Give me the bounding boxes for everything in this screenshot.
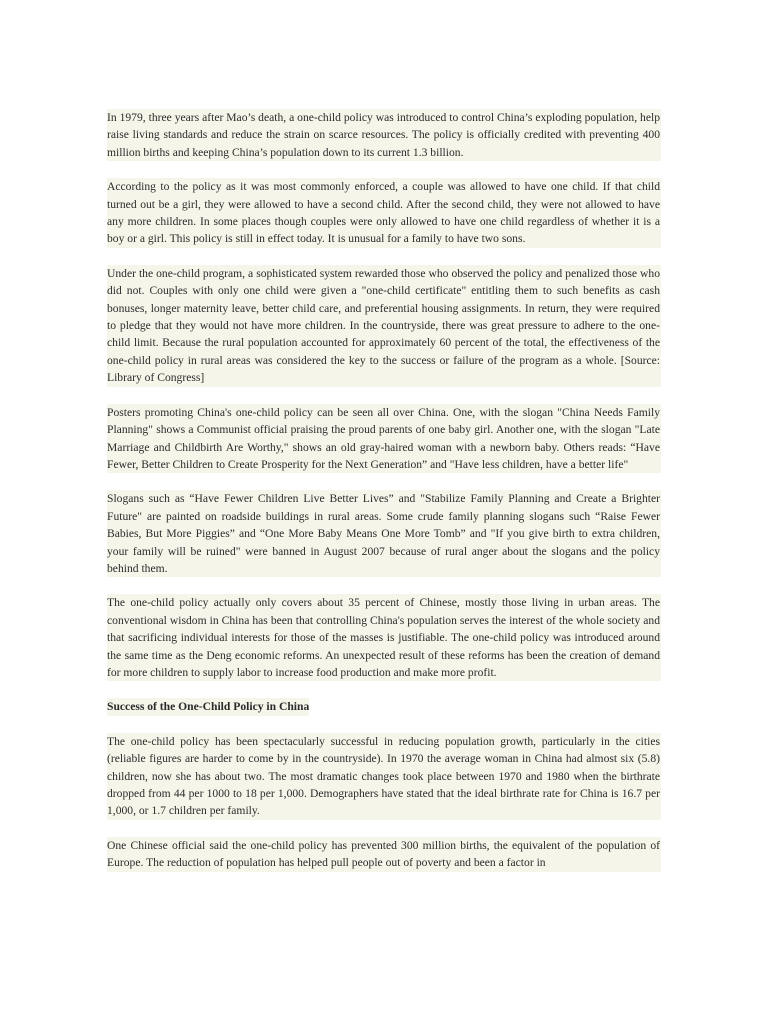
paragraph: Slogans such as “Have Fewer Children Live Better Lives” and "Stabilize Family Planning and Create a Brighter Future" are painted on roadside buildings in rural areas. Some crude family planning slogans such “Raise Fewer Babies, But More Piggies” and “One More Baby Means One More Tomb” and "If you give birth to extra children, your family will be ruined" were banned in August 2007 because of rural anger about the slogans and the policy behind them.: [107, 490, 661, 577]
paragraph: The one-child policy actually only covers about 35 percent of Chinese, mostly those living in urban areas. The conventional wisdom in China has been that controlling China's population serves the interest of the whole society and that sacrificing individual interests for those of the masses is justifiable. The one-child policy was introduced around the same time as the Deng economic reforms. An unexpected result of these reforms has been the creation of demand for more children to supply labor to increase food production and make more profit.: [107, 594, 661, 681]
paragraph: Posters promoting China's one-child policy can be seen all over China. One, with the slogan "China Needs Family Planning" shows a Communist official praising the proud parents of one baby girl. Another one, with the slogan "Late Marriage and Childbirth Are Worthy," shows an old gray-haired woman with a newborn baby. Others reads: “Have Fewer, Better Children to Create Prosperity for the Next Generation” and "Have less children, have a better life": [107, 404, 661, 474]
article-body: [107, 109, 661, 872]
section-heading: Success of the One-Child Policy in China: [107, 698, 309, 715]
paragraph: According to the policy as it was most commonly enforced, a couple was allowed to have one child. If that child turned out be a girl, they were allowed to have a second child. After the second child, they were not allowed to have any more children. In some places though couples were only allowed to have one child regardless of whether it is a boy or a girl. This policy is still in effect today. It is unusual for a family to have two sons.: [107, 178, 661, 248]
section-heading-wrapper: [107, 698, 661, 732]
paragraph: In 1979, three years after Mao’s death, a one-child policy was introduced to control China’s exploding population, help raise living standards and reduce the strain on scarce resources. The policy is officially credited with preventing 400 million births and keeping China’s population down to its current 1.3 billion.: [107, 109, 661, 161]
paragraph: The one-child policy has been spectacularly successful in reducing population growth, particularly in the cities (reliable figures are harder to come by in the countryside). In 1970 the average woman in China had almost six (5.8) children, now she has about two. The most dramatic changes took place between 1970 and 1980 when the birthrate dropped from 44 per 1000 to 18 per 1,000. Demographers have stated that the ideal birthrate rate for China is 16.7 per 1,000, or 1.7 children per family.: [107, 733, 661, 820]
paragraph: One Chinese official said the one-child policy has prevented 300 million births, the equivalent of the population of Europe. The reduction of population has helped pull people out of poverty and been a factor in: [107, 837, 661, 872]
paragraph: Under the one-child program, a sophisticated system rewarded those who observed the policy and penalized those who did not. Couples with only one child were given a "one-child certificate" entitling them to such benefits as cash bonuses, longer maternity leave, better child care, and preferential housing assignments. In return, they were required to pledge that they would not have more children. In the countryside, there was great pressure to adhere to the one-child limit. Because the rural population accounted for approximately 60 percent of the total, the effectiveness of the one-child policy in rural areas was considered the key to the success or failure of the program as a whole. [Source: Library of Congress]: [107, 265, 661, 387]
